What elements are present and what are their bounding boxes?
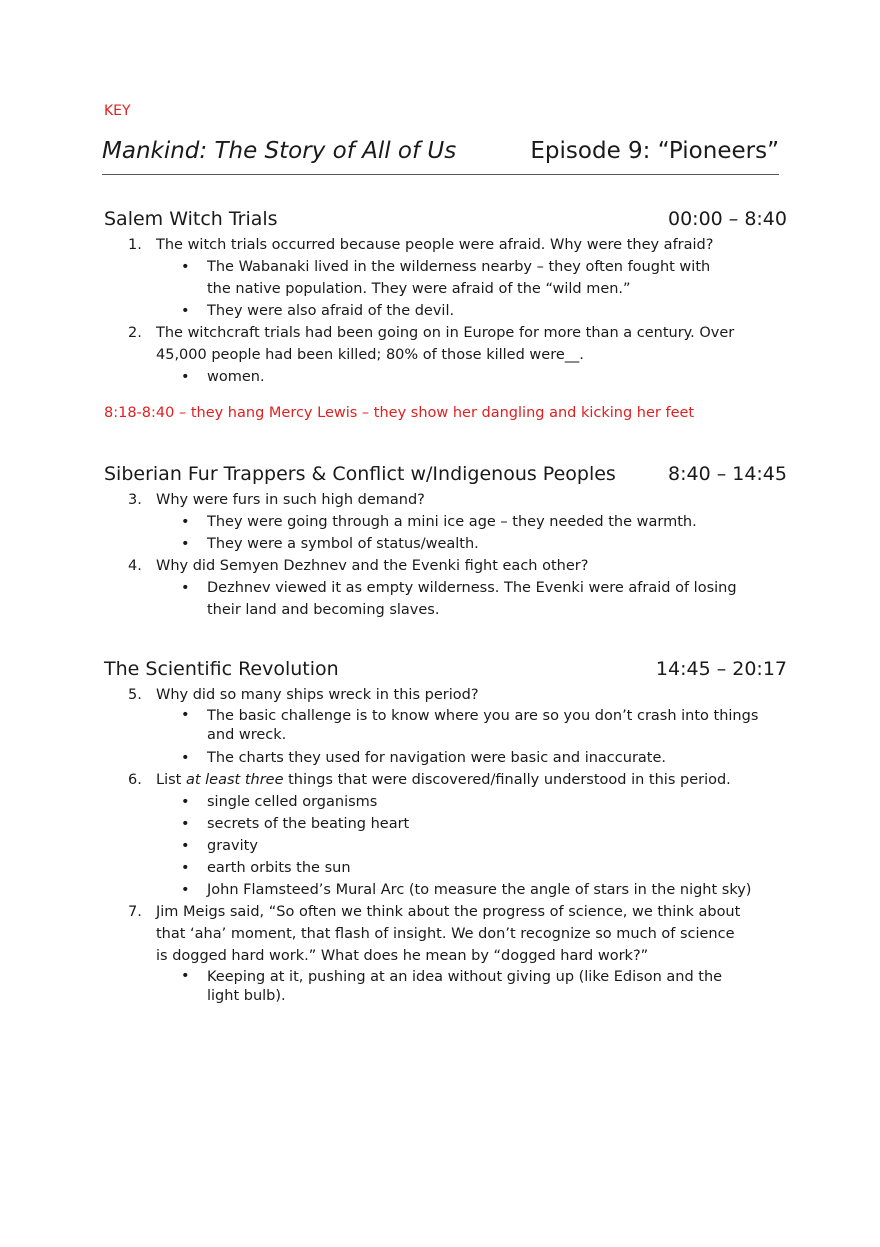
question (104, 489, 787, 511)
timestamp-note: 8:18-8:40 – they hang Mercy Lewis – they show her dangling and kicking her feet (104, 405, 695, 421)
answer-text: The charts they used for navigation were basic and inaccurate. (207, 750, 667, 766)
answer-text: They were a symbol of status/wealth. (207, 536, 479, 552)
answer-item (104, 835, 787, 857)
section-header (104, 658, 787, 684)
bullet-icon: • (181, 882, 190, 898)
answer-text: Dezhnev viewed it as empty wilderness. The Evenki were afraid of losing their land and becoming slaves. (207, 580, 737, 618)
answer-item (104, 857, 787, 879)
question-number: 3. (128, 492, 142, 508)
question-list (104, 234, 787, 388)
answer-item (104, 879, 807, 901)
answer-item (104, 256, 727, 300)
section-scientific (104, 658, 787, 1008)
answer-item (104, 706, 782, 747)
answer-list (104, 366, 787, 388)
question-number: 4. (128, 558, 142, 574)
question-text-prefix: List (156, 772, 186, 788)
section-title: The Scientific Revolution (104, 658, 339, 680)
section-time: 8:40 – 14:45 (667, 463, 787, 485)
answer-text: secrets of the beating heart (207, 816, 410, 832)
bullet-icon: • (181, 707, 190, 723)
answer-text: Keeping at it, pushing at an idea without giving up (like Edison and the light bulb). (207, 969, 723, 1004)
bullet-icon: • (181, 860, 190, 876)
bullet-icon: • (181, 838, 190, 854)
answer-list (104, 967, 787, 1008)
answer-text: women. (207, 369, 265, 385)
section-header (104, 208, 787, 234)
question (104, 322, 754, 366)
answer-item (104, 300, 787, 322)
answer-text: The Wabanaki lived in the wilderness nearby – they often fought with the native population. They were afraid of the “wild men.” (207, 259, 711, 297)
question (104, 684, 787, 706)
answer-item (104, 577, 755, 621)
title-row (102, 138, 779, 175)
answer-text: They were also afraid of the devil. (207, 303, 455, 319)
document-title: Mankind: The Story of All of Us (102, 138, 457, 164)
section-siberian (104, 463, 787, 621)
answer-item (104, 791, 787, 813)
answer-item (104, 533, 787, 555)
section-time: 14:45 – 20:17 (655, 658, 787, 680)
question-number: 6. (128, 772, 142, 788)
section-salem (104, 208, 787, 388)
answer-text: They were going through a mini ice age – they needed the warmth. (207, 514, 697, 530)
bullet-icon: • (181, 750, 190, 766)
bullet-icon: • (181, 514, 190, 530)
question (104, 769, 787, 791)
section-title: Siberian Fur Trappers & Conflict w/Indigenous Peoples (104, 463, 616, 485)
question-text: Why were furs in such high demand? (156, 492, 425, 508)
answer-list (104, 511, 787, 555)
question-number: 7. (128, 904, 142, 920)
bullet-icon: • (181, 968, 190, 984)
answer-text: single celled organisms (207, 794, 378, 810)
section-header (104, 463, 787, 489)
question (104, 901, 746, 967)
answer-text: earth orbits the sun (207, 860, 351, 876)
question-number: 2. (128, 325, 142, 341)
question-text-emphasis: at least three (185, 772, 284, 788)
question-text: The witchcraft trials had been going on in Europe for more than a century. Over 45,000 people had been killed; 80% of those killed were__. (156, 325, 735, 363)
answer-list (104, 791, 787, 901)
answer-list (104, 706, 787, 769)
answer-list (104, 577, 787, 621)
question-text (156, 769, 787, 791)
question-number: 1. (128, 237, 142, 253)
bullet-icon: • (181, 369, 190, 385)
answer-item (104, 366, 787, 388)
question (104, 555, 787, 577)
question-list (104, 684, 787, 1008)
bullet-icon: • (181, 580, 190, 596)
question-text-suffix: things that were discovered/finally understood in this period. (283, 772, 731, 788)
question (104, 234, 787, 256)
answer-text: John Flamsteed’s Mural Arc (to measure the angle of stars in the night sky) (207, 882, 752, 898)
answer-text: The basic challenge is to know where you are so you don’t crash into things and wreck. (207, 708, 759, 743)
bullet-icon: • (181, 536, 190, 552)
question-number: 5. (128, 687, 142, 703)
answer-item (104, 747, 787, 769)
answer-item (104, 813, 787, 835)
bullet-icon: • (181, 794, 190, 810)
episode-title: Episode 9: “Pioneers” (530, 138, 779, 164)
answer-item (104, 511, 787, 533)
section-title: Salem Witch Trials (104, 208, 278, 230)
question-text: The witch trials occurred because people were afraid. Why were they afraid? (156, 237, 714, 253)
section-time: 00:00 – 8:40 (667, 208, 787, 230)
bullet-icon: • (181, 303, 190, 319)
answer-list (104, 256, 787, 322)
question-text: Why did Semyen Dezhnev and the Evenki fight each other? (156, 558, 589, 574)
answer-item (104, 967, 757, 1008)
question-text: Why did so many ships wreck in this period? (156, 687, 479, 703)
key-label: KEY (104, 103, 131, 119)
question-list (104, 489, 787, 621)
bullet-icon: • (181, 816, 190, 832)
answer-text: gravity (207, 838, 258, 854)
question-text: Jim Meigs said, “So often we think about the progress of science, we think about that ‘aha’ moment, that flash of insight. We don’t recognize so much of science is dogged hard work.” What does he mean by “dogged hard work?” (156, 904, 741, 964)
bullet-icon: • (181, 259, 190, 275)
